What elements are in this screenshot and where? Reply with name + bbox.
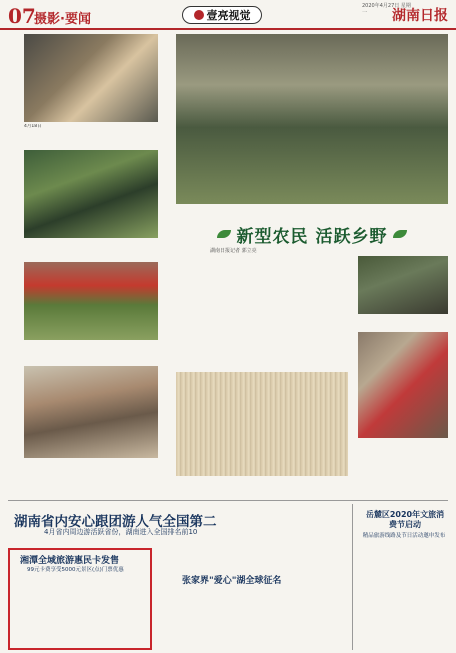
photo-noodle-drying xyxy=(176,372,348,476)
photo-left-3 xyxy=(24,262,158,340)
story2-headline: 张家界"爱心"湖全球征名 xyxy=(182,576,282,586)
banner-byline: 湖南日报记者 郭立亮 xyxy=(210,248,257,254)
photo-left-1 xyxy=(24,34,158,122)
masthead xyxy=(0,0,456,30)
newspaper-brand: 湖南日报 xyxy=(392,8,448,24)
main-subheadline: 4月省内周边游活跃省份，湖南进入全国排名前10 xyxy=(44,528,198,536)
section-title: 摄影·要闻 xyxy=(34,12,91,27)
section-divider xyxy=(8,500,448,501)
photo-caption xyxy=(358,440,448,492)
masthead-date: 2020年4月27日 星期一 xyxy=(362,3,411,16)
photo-caption-main xyxy=(176,206,448,218)
leaf-icon xyxy=(217,230,231,238)
photo-right-1 xyxy=(358,256,448,314)
article-text-block xyxy=(176,256,288,364)
photo-main-field xyxy=(176,34,448,204)
logo-dot-icon xyxy=(194,10,204,20)
section-logo xyxy=(182,6,262,24)
photo-caption xyxy=(358,316,448,328)
story3-subheadline: 精品旅游线路及节日活动邀申发布 xyxy=(362,533,446,539)
story3-headline: 岳麓区2020年文旅消费节启动 xyxy=(365,510,445,529)
boxed-story-subtitle: 99元卡费享受5000元景区(点)门票优惠 xyxy=(27,567,124,573)
photo-caption xyxy=(24,124,158,142)
banner-title: 新型农民 活跃乡野 xyxy=(236,226,388,247)
column-divider xyxy=(352,504,353,650)
photo-caption xyxy=(176,478,348,492)
main-headline: 湖南省内安心跟团游人气全国第二 xyxy=(14,514,217,530)
photo-right-2 xyxy=(358,332,448,438)
photo-caption xyxy=(24,240,158,254)
photo-caption xyxy=(24,460,158,492)
boxed-story-text xyxy=(14,574,146,646)
article-text-block xyxy=(160,540,346,570)
section-logo-label: 壹亮视觉 xyxy=(206,9,251,22)
article-text-block xyxy=(160,588,346,650)
article-text-block xyxy=(358,542,448,650)
photo-caption xyxy=(24,342,158,356)
article-text-block xyxy=(292,256,352,364)
page-number: 07 xyxy=(8,4,36,28)
photo-left-2 xyxy=(24,150,158,238)
photo-left-4 xyxy=(24,366,158,458)
leaf-icon xyxy=(393,230,407,238)
caption-date: 4月18日 xyxy=(24,124,42,129)
feature-banner xyxy=(176,222,448,246)
boxed-story-title: 湘潭全域旅游惠民卡发售 xyxy=(20,556,120,566)
